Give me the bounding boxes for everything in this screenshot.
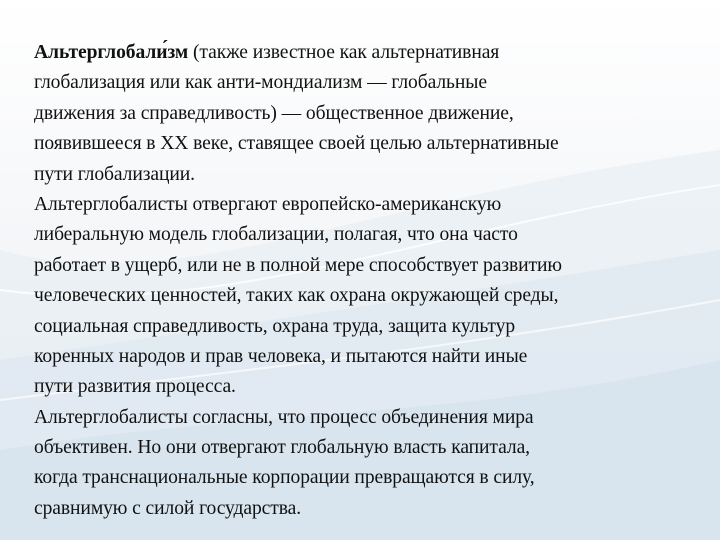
text-line: коренных народов и прав человека, и пытаются найти иные [34, 345, 528, 367]
text-line: человеческих ценностей, таких как охрана окружающей среды, [34, 285, 559, 307]
text-line: (также известное как альтернативная [188, 42, 500, 63]
text-line: когда транснациональные корпорации превращаются в силу, [34, 467, 535, 489]
text-line: глобализация или как анти-мондиализм — глобальные [34, 72, 487, 94]
text-line: Альтерглобалисты отвергают европейско-американскую [34, 193, 502, 215]
text-line: работает в ущерб, или не в полной мере способствует развитию [34, 254, 562, 276]
text-line: сравнимую с силой государства. [34, 497, 302, 519]
text-line: либеральную модель глобализации, полагая, что она часто [34, 224, 518, 246]
text-line: пути развития процесса. [34, 376, 236, 398]
text-line: социальная справедливость, охрана труда, защита культур [34, 315, 516, 337]
text-line: движения за справедливость) — общественное движение, [34, 102, 514, 124]
text-line: пути глобализации. [34, 163, 195, 185]
text-line: появившееся в XX веке, ставящее своей целью альтернативные [34, 133, 559, 155]
term-heading: Альтерглобали́зм [34, 42, 189, 63]
text-line: Альтерглобалисты согласны, что процесс объединения мира [34, 406, 534, 428]
text-line: объективен. Но они отвергают глобальную власть капитала, [34, 437, 530, 459]
paragraph-1-line-1 [34, 38, 696, 68]
slide-text [34, 38, 696, 524]
